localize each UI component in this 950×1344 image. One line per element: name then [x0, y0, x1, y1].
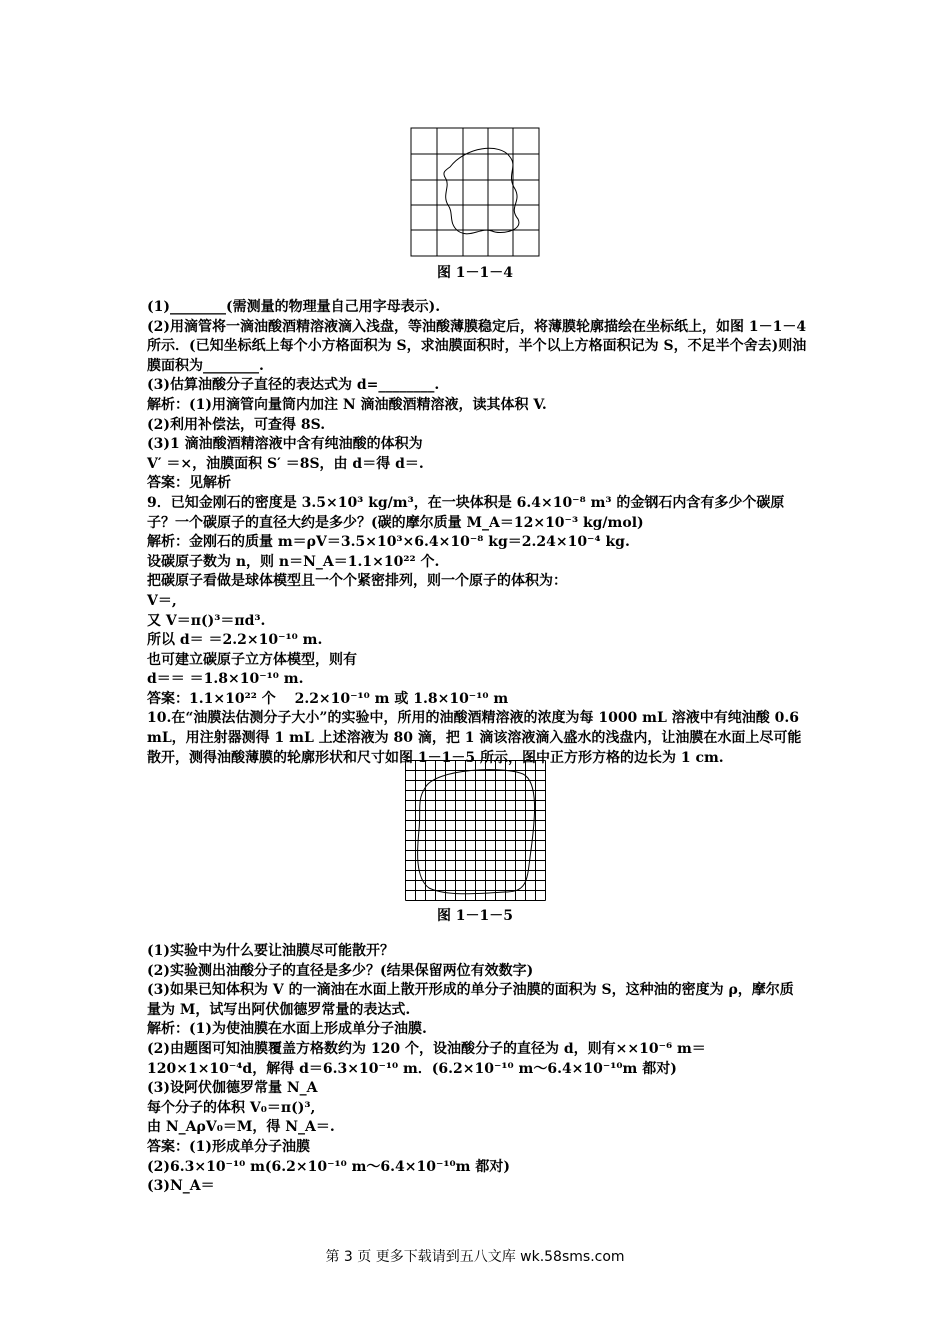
text-line: 又 V＝π()³＝πd³. — [147, 612, 266, 629]
text-line: 也可建立碳原子立方体模型，则有 — [147, 651, 357, 668]
text-line: (2)6.3×10⁻¹⁰ m(6.2×10⁻¹⁰ m～6.4×10⁻¹⁰m 都对) — [147, 1158, 510, 1175]
text-line: (2)用滴管将一滴油酸酒精溶液滴入浅盘，等油酸薄膜稳定后，将薄膜轮廓描绘在坐标纸上，如图 1－1－4 所示．(已知坐标纸上每个小方格面积为 S，求油膜面积时，半个以上方格面积记为 S，不足半个舍去)则油膜面积为________. — [147, 318, 807, 374]
text-line: (3)设阿伏伽德罗常量 N_A — [147, 1080, 318, 1097]
text-line: (2)利用补偿法，可查得 8S. — [147, 416, 326, 433]
text-line: (3)如果已知体积为 V 的一滴油在水面上散开形成的单分子油膜的面积为 S，这种油的密度为 ρ，摩尔质量为 M，试写出阿伏伽德罗常量的表达式. — [147, 982, 794, 1018]
text-line: (3)1 滴油酸酒精溶液中含有纯油酸的体积为 — [147, 436, 423, 453]
text-line: 答案：见解析 — [147, 475, 231, 492]
text-line: 解析：(1)为使油膜在水面上形成单分子油膜. — [147, 1021, 427, 1038]
text-line: V′ ＝×，油膜面积 S′ ＝8S，由 d＝得 d＝. — [147, 455, 424, 472]
text-line: (2)由题图可知油膜覆盖方格数约为 120 个，设油酸分子的直径为 d，则有××10⁻⁶ m＝120×1×10⁻⁴d，解得 d＝6.3×10⁻¹⁰ m．(6.2×10⁻¹⁰ m～6.4×10⁻¹⁰m 都对) — [147, 1040, 706, 1077]
text-line: 答案：1.1×10²² 个 2.2×10⁻¹⁰ m 或 1.8×10⁻¹⁰ m — [147, 690, 509, 707]
oil-film-grid-figure-1 — [410, 127, 540, 257]
text-line: 解析：(1)用滴管向量筒内加注 N 滴油酸酒精溶液，读其体积 V. — [147, 396, 547, 413]
text-line: (3)估算油酸分子直径的表达式为 d=________. — [147, 377, 440, 394]
text-line: 解析：金刚石的质量 m＝ρV＝3.5×10³×6.4×10⁻⁸ kg＝2.24×10⁻⁴ kg. — [147, 534, 630, 551]
text-line: 由 N_AρV₀＝M，得 N_A＝. — [147, 1119, 335, 1136]
text-line: 每个分子的体积 V₀＝π()³, — [147, 1099, 316, 1116]
text-line: d＝＝ ＝1.8×10⁻¹⁰ m. — [147, 671, 304, 688]
oil-film-grid-figure-2 — [405, 760, 546, 901]
text-line: (2)实验测出油酸分子的直径是多少？(结果保留两位有效数字) — [147, 962, 534, 979]
text-line: (3)N_A＝ — [147, 1178, 215, 1195]
text-line: 设碳原子数为 n，则 n＝N_A＝1.1×10²² 个. — [147, 553, 440, 570]
page-footer: 第 3 页 更多下载请到五八文库 wk.58sms.com — [325, 1249, 625, 1265]
text-line: 10.在“油膜法估测分子大小”的实验中，所用的油酸酒精溶液的浓度为每 1000 mL 溶液中有纯油酸 0.6 mL，用注射器测得 1 mL 上述溶液为 80 滴，把 1 滴该溶液滴入盛水的浅盘内，让油膜在水面上尽可能散开，测得油酸薄膜的轮廓形状和尺寸如图 1－1－5 所示，图中正方形方格的边长为 1 cm. — [147, 710, 802, 766]
text-block-2 — [147, 942, 807, 1197]
text-line: (1)________(需测量的物理量自己用字母表示). — [147, 299, 441, 315]
figure-caption-2: 图 1－1－5 — [436, 908, 514, 924]
grid-outline-drawing — [410, 127, 540, 257]
grid-outline-drawing — [405, 760, 546, 901]
text-line: (1)实验中为什么要让油膜尽可能散开？ — [147, 943, 394, 959]
figure-caption-1: 图 1－1－4 — [436, 265, 514, 281]
text-line: V＝, — [147, 592, 177, 609]
text-line: 把碳原子看做是球体模型且一个个紧密排列，则一个原子的体积为： — [147, 573, 567, 590]
text-line: 所以 d＝ ＝2.2×10⁻¹⁰ m. — [147, 632, 323, 649]
text-line: 9．已知金刚石的密度是 3.5×10³ kg/m³，在一块体积是 6.4×10⁻⁸ m³ 的金钢石内含有多少个碳原子？一个碳原子的直径大约是多少？(碳的摩尔质量 M_A＝12×10⁻³ kg/mol) — [147, 494, 785, 531]
text-block-1 — [147, 298, 807, 768]
text-line: 答案：(1)形成单分子油膜 — [147, 1138, 310, 1155]
